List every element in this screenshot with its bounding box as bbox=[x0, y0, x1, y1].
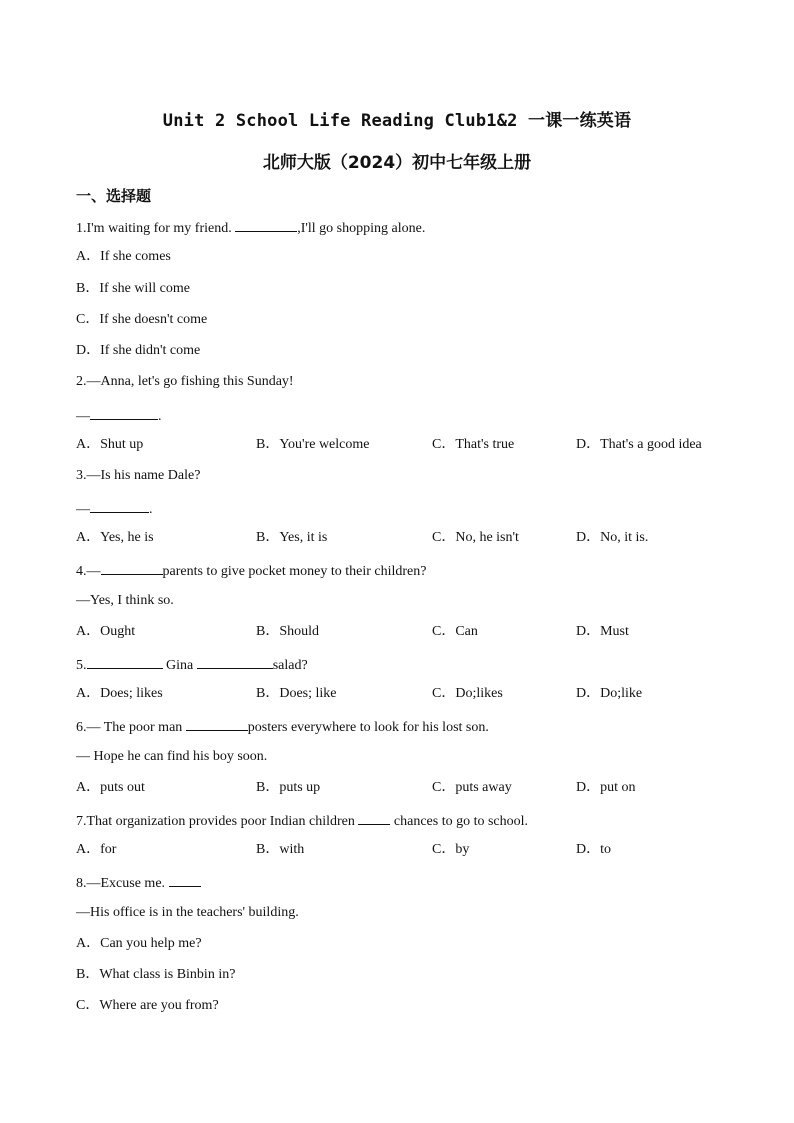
question-1-option-d: D．If she didn't come bbox=[76, 343, 201, 358]
question-4-stem: 4.— parents to give pocket money to their children? bbox=[76, 560, 426, 581]
answer-blank bbox=[197, 654, 273, 669]
question-6-stem: 6.— The poor man posters everywhere to look for his lost son. bbox=[76, 716, 489, 737]
answer-blank bbox=[90, 498, 149, 513]
question-4-option-b: B．Should bbox=[256, 624, 320, 639]
question-6-option-c: C．puts away bbox=[432, 780, 512, 795]
question-4-response: —Yes, I think so. bbox=[76, 593, 174, 608]
question-3-option-a: A．Yes, he is bbox=[76, 530, 154, 545]
question-5-stem: 5. Gina salad? bbox=[76, 654, 308, 675]
question-3-response: — . bbox=[76, 498, 153, 519]
question-4-option-c: C．Can bbox=[432, 624, 478, 639]
question-7-option-c: C．by bbox=[432, 842, 470, 857]
question-8-option-b: B．What class is Binbin in? bbox=[76, 967, 236, 982]
question-1-option-a: A．If she comes bbox=[76, 249, 171, 264]
question-2-option-a: A．Shut up bbox=[76, 437, 144, 452]
answer-blank bbox=[235, 217, 297, 232]
question-5-option-d: D．Do;like bbox=[576, 686, 643, 701]
answer-blank bbox=[169, 872, 201, 887]
question-2-option-c: C．That's true bbox=[432, 437, 515, 452]
question-7-option-a: A．for bbox=[76, 842, 117, 857]
question-2-stem: 2.—Anna, let's go fishing this Sunday! bbox=[76, 374, 294, 389]
question-7-option-d: D．to bbox=[576, 842, 611, 857]
question-7-option-b: B．with bbox=[256, 842, 305, 857]
answer-blank bbox=[358, 810, 390, 825]
section-heading: 一、选择题 bbox=[76, 187, 152, 205]
question-3-option-b: B．Yes, it is bbox=[256, 530, 328, 545]
question-8-option-c: C．Where are you from? bbox=[76, 998, 219, 1013]
question-4-option-d: D．Must bbox=[576, 624, 629, 639]
question-8-stem: 8.—Excuse me. bbox=[76, 872, 201, 893]
answer-blank bbox=[186, 716, 248, 731]
question-3-option-c: C．No, he isn't bbox=[432, 530, 519, 545]
question-6-option-a: A．puts out bbox=[76, 780, 145, 795]
answer-blank bbox=[87, 654, 163, 669]
question-2-option-d: D．That's a good idea bbox=[576, 437, 702, 452]
question-6-option-b: B．puts up bbox=[256, 780, 321, 795]
question-5-option-a: A．Does; likes bbox=[76, 686, 163, 701]
question-6-response: — Hope he can find his boy soon. bbox=[76, 749, 268, 764]
document-title: Unit 2 School Life Reading Club1&2 一课一练英语 bbox=[162, 111, 632, 131]
answer-blank bbox=[90, 405, 158, 420]
question-3-stem: 3.—Is his name Dale? bbox=[76, 468, 201, 483]
question-1-stem: 1.I'm waiting for my friend. ,I'll go shopping alone. bbox=[76, 217, 425, 238]
question-5-option-b: B．Does; like bbox=[256, 686, 337, 701]
question-1-option-c: C．If she doesn't come bbox=[76, 312, 208, 327]
question-5-option-c: C．Do;likes bbox=[432, 686, 503, 701]
question-8-response: —His office is in the teachers' building. bbox=[76, 905, 299, 920]
question-4-option-a: A．Ought bbox=[76, 624, 136, 639]
question-8-option-a: A．Can you help me? bbox=[76, 936, 202, 951]
question-6-option-d: D．put on bbox=[576, 780, 636, 795]
question-1-option-b: B．If she will come bbox=[76, 281, 190, 296]
question-2-response: — . bbox=[76, 405, 162, 426]
question-7-stem: 7.That organization provides poor Indian children chances to go to school. bbox=[76, 810, 528, 831]
question-3-option-d: D．No, it is. bbox=[576, 530, 649, 545]
document-subtitle: 北师大版（2024）初中七年级上册 bbox=[262, 153, 532, 173]
question-2-option-b: B．You're welcome bbox=[256, 437, 370, 452]
answer-blank bbox=[101, 560, 163, 575]
